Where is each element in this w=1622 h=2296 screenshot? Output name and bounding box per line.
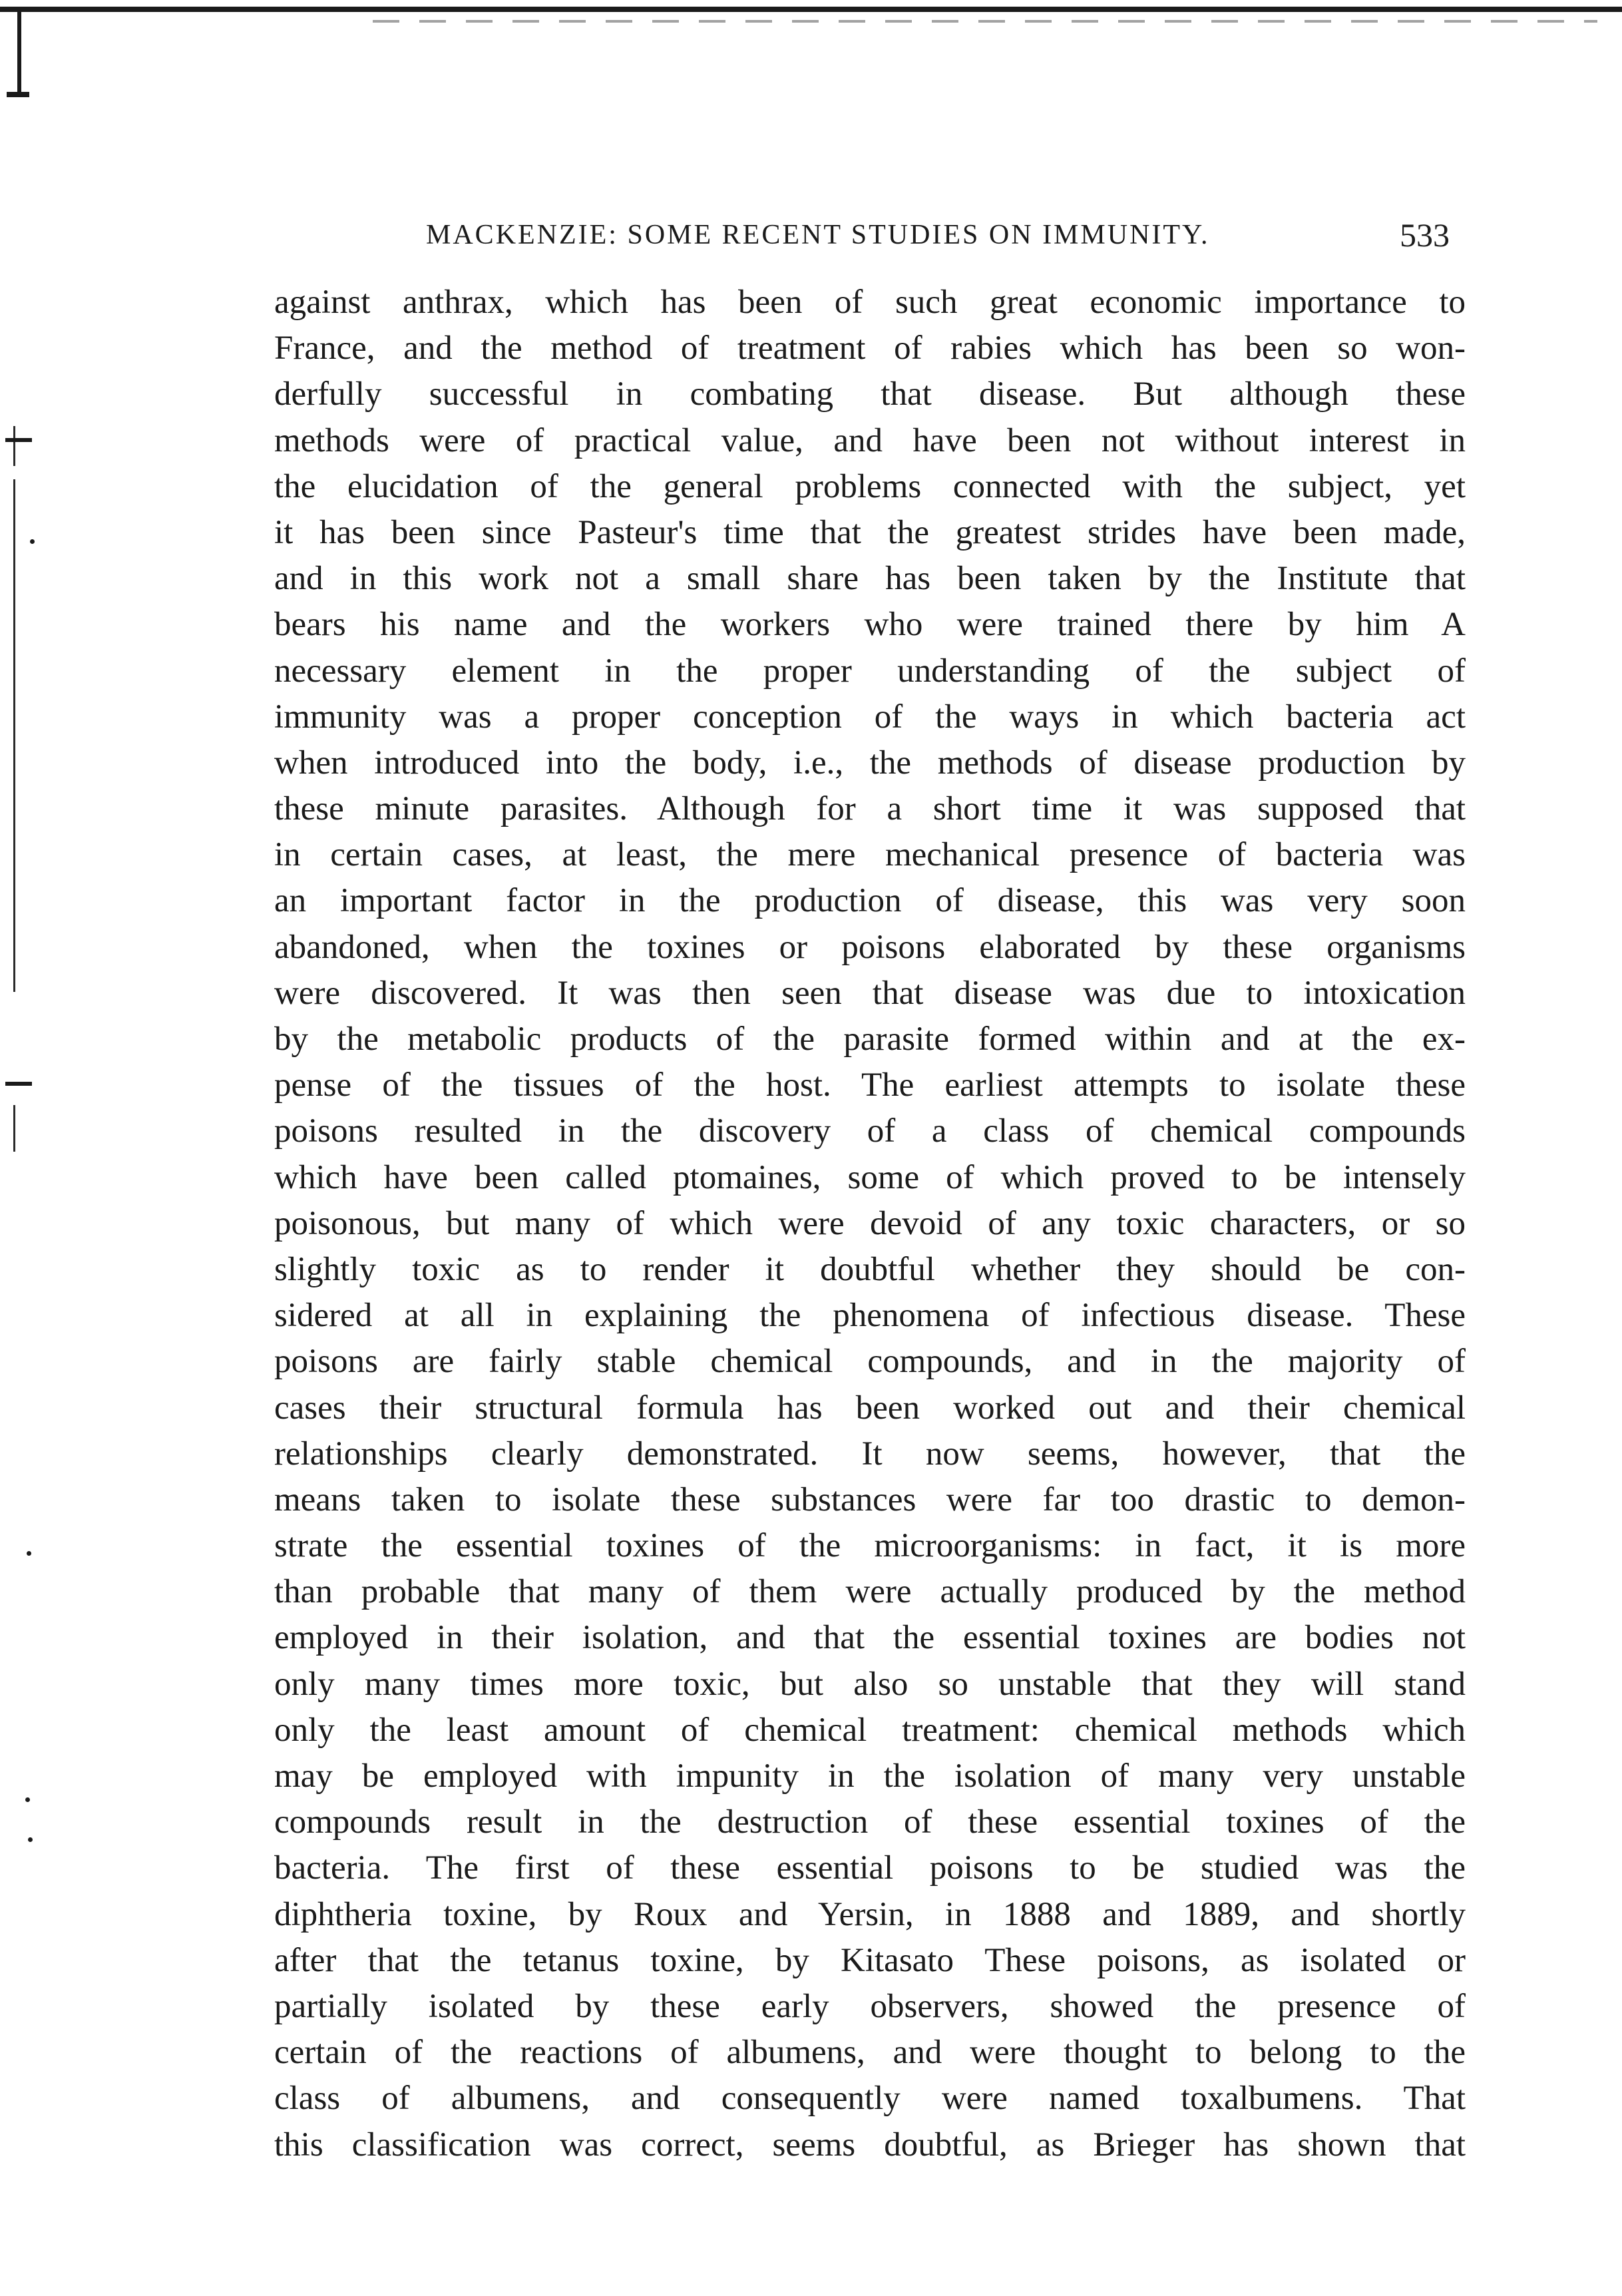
text-line: class of albumens, and consequently were named toxalbumens. That bbox=[274, 2080, 1466, 2118]
text-line: abandoned, when the toxines or poisons elaborated by these organisms bbox=[274, 928, 1466, 966]
margin-line bbox=[13, 959, 15, 992]
text-line: immunity was a proper conception of the ways in which bacteria act bbox=[274, 698, 1466, 736]
text-line: and in this work not a small share has been taken by the Institute that bbox=[274, 560, 1466, 598]
text-line: the elucidation of the general problems connected with the subject, yet bbox=[274, 467, 1466, 505]
text-line: methods were of practical value, and have been not without interest in bbox=[274, 421, 1466, 459]
text-line: these minute parasites. Although for a short time it was supposed that bbox=[274, 790, 1466, 828]
text-line: compounds result in the destruction of these essential toxines of the bbox=[274, 1803, 1466, 1841]
margin-tick bbox=[5, 1082, 32, 1086]
text-line: only many times more toxic, but also so unstable that they will stand bbox=[274, 1665, 1466, 1703]
margin-line bbox=[13, 1105, 15, 1152]
text-line: derfully successful in combating that disease. But although these bbox=[274, 375, 1466, 413]
text-line: by the metabolic products of the parasite formed within and at the ex- bbox=[274, 1021, 1466, 1058]
text-line: diphtheria toxine, by Roux and Yersin, in 1888 and 1889, and shortly bbox=[274, 1895, 1466, 1933]
text-line: when introduced into the body, i.e., the methods of disease production by bbox=[274, 744, 1466, 782]
text-line: strate the essential toxines of the microorganisms: in fact, it is more bbox=[274, 1527, 1466, 1565]
corner-mark-foot bbox=[7, 92, 29, 97]
text-line: only the least amount of chemical treatment: chemical methods which bbox=[274, 1711, 1466, 1749]
text-line: an important factor in the production of disease, this was very soon bbox=[274, 882, 1466, 920]
top-edge-rule bbox=[0, 7, 1622, 12]
text-line: were discovered. It was then seen that disease was due to intoxication bbox=[274, 974, 1466, 1012]
text-line: slightly toxic as to render it doubtful whether they should be con- bbox=[274, 1250, 1466, 1288]
text-line: may be employed with impunity in the isolation of many very unstable bbox=[274, 1757, 1466, 1795]
text-line: bears his name and the workers who were trained there by him A bbox=[274, 606, 1466, 644]
margin-dot bbox=[30, 539, 35, 544]
text-line: which have been called ptomaines, some of which proved to be intensely bbox=[274, 1158, 1466, 1196]
text-line: sidered at all in explaining the phenomena of infectious disease. These bbox=[274, 1297, 1466, 1335]
text-line: pense of the tissues of the host. The earliest attempts to isolate these bbox=[274, 1066, 1466, 1104]
text-line: means taken to isolate these substances were far too drastic to demon- bbox=[274, 1481, 1466, 1518]
margin-dot bbox=[27, 1551, 31, 1556]
page-number: 533 bbox=[1400, 216, 1450, 254]
text-line: employed in their isolation, and that the essential toxines are bodies not bbox=[274, 1619, 1466, 1657]
text-line: partially isolated by these early observers, showed the presence of bbox=[274, 1987, 1466, 2025]
text-line: against anthrax, which has been of such great economic importance to bbox=[274, 284, 1466, 321]
text-line: this classification was correct, seems doubtful, as Brieger has shown that bbox=[274, 2126, 1466, 2164]
text-line: it has been since Pasteur's time that the greatest strides have been made, bbox=[274, 513, 1466, 551]
text-line: cases their structural formula has been worked out and their chemical bbox=[274, 1389, 1466, 1427]
text-line: certain of the reactions of albumens, and were thought to belong to the bbox=[274, 2034, 1466, 2072]
top-edge-faint-rule bbox=[373, 20, 1597, 23]
corner-mark-vertical bbox=[17, 8, 21, 95]
margin-dot bbox=[28, 1837, 33, 1842]
margin-line bbox=[13, 426, 15, 466]
text-line: than probable that many of them were actually produced by the method bbox=[274, 1573, 1466, 1611]
text-line: in certain cases, at least, the mere mechanical presence of bacteria was bbox=[274, 836, 1466, 874]
running-head-title: MACKENZIE: SOME RECENT STUDIES ON IMMUNITY. bbox=[426, 220, 1210, 250]
text-line: after that the tetanus toxine, by Kitasato These poisons, as isolated or bbox=[274, 1941, 1466, 1979]
text-line: bacteria. The first of these essential poisons to be studied was the bbox=[274, 1849, 1466, 1887]
text-line: poisons resulted in the discovery of a class of chemical compounds bbox=[274, 1112, 1466, 1150]
margin-dot bbox=[25, 1797, 30, 1802]
text-line: necessary element in the proper understanding of the subject of bbox=[274, 652, 1466, 690]
text-line: relationships clearly demonstrated. It now seems, however, that the bbox=[274, 1435, 1466, 1473]
text-line: France, and the method of treatment of rabies which has been so won- bbox=[274, 330, 1466, 367]
margin-tick bbox=[5, 438, 32, 442]
body-paragraph bbox=[274, 280, 1466, 2168]
text-line: poisons are fairly stable chemical compounds, and in the majority of bbox=[274, 1343, 1466, 1381]
margin-line bbox=[13, 479, 15, 959]
text-line: poisonous, but many of which were devoid of any toxic characters, or so bbox=[274, 1204, 1466, 1242]
